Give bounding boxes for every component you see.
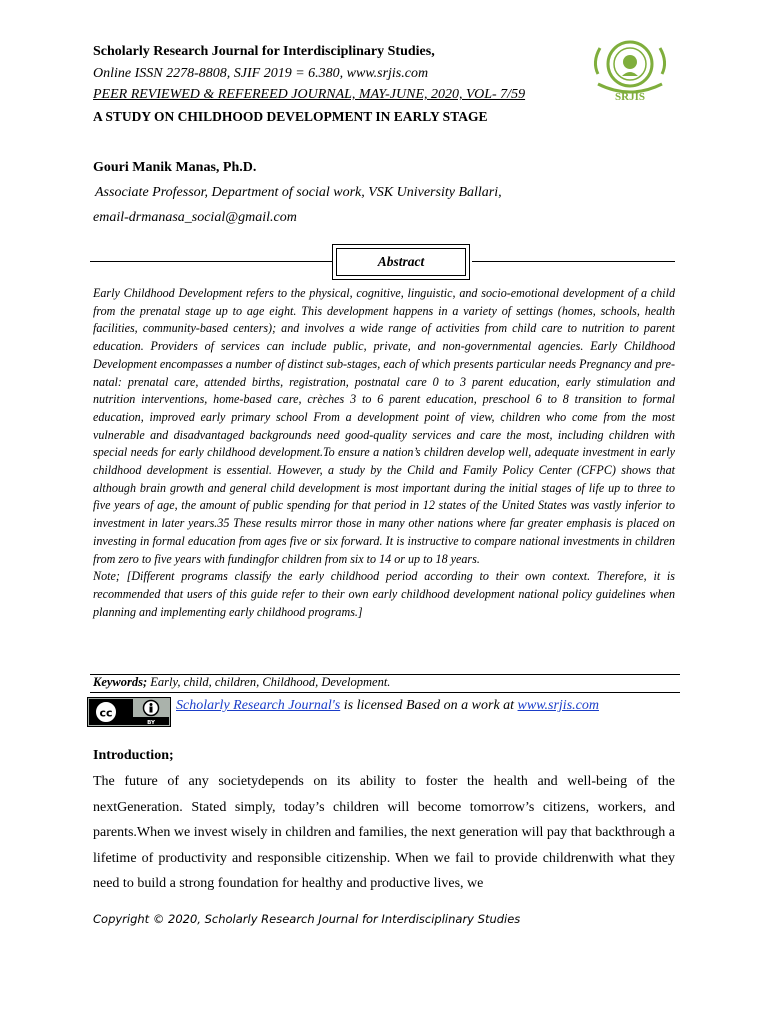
abstract-rule-left bbox=[90, 261, 332, 262]
keywords-label: Keywords; bbox=[93, 675, 148, 689]
svg-text:cc: cc bbox=[99, 706, 113, 720]
journal-name: Scholarly Research Journal for Interdisciplinary Studies, bbox=[93, 44, 435, 59]
keywords-rule-bottom bbox=[90, 692, 680, 693]
abstract-heading-box bbox=[332, 244, 470, 280]
abstract-rule-right bbox=[472, 261, 675, 262]
introduction-body: The future of any societydepends on its ability to foster the health and well-being of the nextGeneration. Stated simply, today’s children will become tomorrow’s citizens, workers, and parents.When we invest wisely in children and families, the next generation will pay that backthrough a lifetime of productivity and responsible citizenship. When we fail to provide childrenwith what they need to build a strong foundation for healthy and productive lives, we bbox=[93, 774, 675, 891]
srjis-website-link[interactable]: www.srjis.com bbox=[517, 698, 599, 713]
author-name: Gouri Manik Manas, Ph.D. bbox=[93, 160, 257, 175]
abstract-heading: Abstract bbox=[336, 248, 466, 276]
copyright-footer: Copyright © 2020, Scholarly Research Journal for Interdisciplinary Studies bbox=[93, 912, 521, 926]
creative-commons-badge-icon bbox=[87, 697, 171, 727]
issn-line: Online ISSN 2278-8808, SJIF 2019 = 6.380, www.srjis.com bbox=[93, 66, 429, 81]
keywords-text: Early, child, children, Childhood, Development. bbox=[147, 675, 391, 689]
abstract-paragraph: Early Childhood Development refers to the physical, cognitive, linguistic, and socio-emotional development of a child from the prenatal stage up to age eight. This development happens in a variety of settings (homes, schools, health facilities, community-based centers); and involves a wide range of activities from child care to nutrition to parent education. Providers of services can include public, private, and non-governmental agencies. Early Childhood Development encompasses a number of distinct sub-stages, each of which presents particular needs Pregnancy and pre-natal: prenatal care, attended births, registration, postnatal care 0 to 3 parent education, early stimulation and nutrition interventions, home-based care, crèches 3 to 6 parent education, preschool 6 to 8 transition to formal education, improved early primary school From a development point of view, children who come from the most vulnerable and disadvantaged backgrounds need good-quality services and care the most, including children with special needs for early childhood development.To ensure a nation’s children develop well, adequate investment in early childhood development is essential. However, a study by the Child and Family Policy Center (CFPC) shows that although brain growth and general child development is most important during the initial stages of life up to three to five years of age, the amount of public spending for that period in 12 states of the United States was vastly inferior to investment in later years.35 These results mirror those in many other nations where far greater emphasis is placed on investing in formal education from ages five or six forward. It is instructive to compare national investments in children from zero to five years with fundingfor children from six to 14 or up to 18 years. bbox=[93, 286, 675, 566]
article-title: A STUDY ON CHILDHOOD DEVELOPMENT IN EARLY STAGE bbox=[93, 109, 488, 124]
svg-text:SRJIS: SRJIS bbox=[615, 91, 645, 103]
journal-logo bbox=[584, 34, 676, 106]
svg-text:BY: BY bbox=[147, 720, 155, 726]
peer-review-line: PEER REVIEWED & REFEREED JOURNAL, MAY-JUNE, 2020, VOL- 7/59 bbox=[93, 87, 526, 102]
abstract-note: Note; [Different programs classify the early childhood period according to their own context. Therefore, it is recommended that users of this guide refer to their own early childhood development national policy guidelines when planning and implementing early childhood programs.] bbox=[93, 569, 675, 619]
introduction-heading: Introduction; bbox=[93, 748, 174, 763]
author-affiliation: Associate Professor, Department of social work, VSK University Ballari, bbox=[95, 185, 502, 200]
keywords-line bbox=[93, 675, 390, 690]
abstract-body bbox=[93, 285, 675, 621]
license-text: is licensed Based on a work at bbox=[340, 698, 518, 713]
license-line bbox=[176, 698, 599, 714]
author-email: email-drmanasa_social@gmail.com bbox=[93, 210, 297, 225]
journal-license-link[interactable]: Scholarly Research Journal's bbox=[176, 698, 341, 713]
